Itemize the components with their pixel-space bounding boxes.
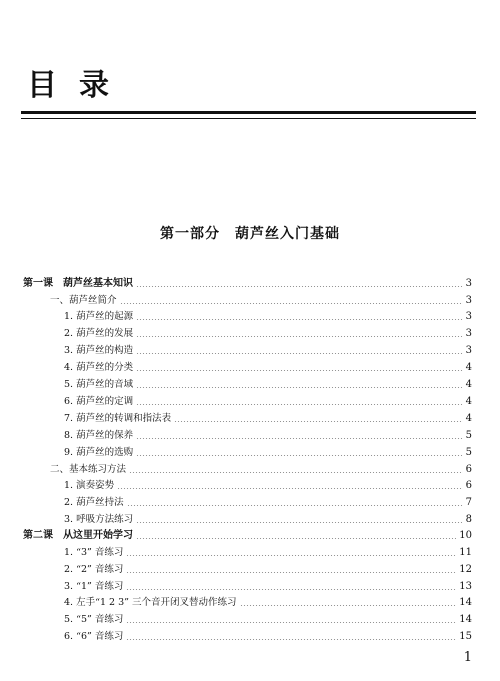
toc-entry-title: 9. 葫芦丝的选购 (64, 447, 134, 458)
toc-entry[interactable] (64, 595, 472, 611)
toc-entry[interactable] (64, 309, 472, 325)
toc-entry-title: 2. “2” 音练习 (64, 564, 124, 575)
toc-entry-title: 4. 葫芦丝的分类 (64, 362, 134, 373)
toc-entry-page: 8 (465, 514, 472, 525)
toc-entry[interactable] (64, 428, 472, 444)
toc-entry-page: 7 (465, 497, 472, 508)
toc-entry-title: 5. “5” 音练习 (64, 614, 124, 625)
toc-entry-page: 4 (465, 396, 472, 407)
toc-entry[interactable] (64, 545, 472, 561)
toc-entry-page: 5 (465, 430, 472, 441)
toc-leader-dots (126, 555, 456, 556)
heading-rule-thick (21, 111, 476, 114)
heading-char-1: 目 (27, 68, 59, 103)
toc-entry-page: 10 (459, 530, 472, 541)
toc-entry-page: 4 (465, 413, 472, 424)
toc-leader-dots (136, 286, 463, 287)
toc-entry[interactable] (23, 528, 472, 544)
toc-leader-dots (136, 336, 463, 337)
toc-entry-title: 第一课 葫芦丝基本知识 (23, 278, 133, 289)
toc-entry-title: 2. 葫芦丝的发展 (64, 328, 134, 339)
toc-entry-title: 1. “3” 音练习 (64, 547, 124, 558)
toc-leader-dots (126, 572, 456, 573)
toc-entry[interactable] (64, 360, 472, 376)
toc-entry-title: 2. 葫芦丝持法 (64, 497, 124, 508)
toc-entry-title: 7. 葫芦丝的转调和指法表 (64, 413, 172, 424)
toc-leader-dots (126, 639, 456, 640)
toc-entry-page: 3 (465, 311, 472, 322)
toc-entry-page: 13 (459, 581, 472, 592)
toc-entry-page: 3 (465, 278, 472, 289)
toc-leader-dots (136, 455, 463, 456)
toc-entry[interactable] (64, 478, 472, 494)
toc-entry-title: 一、葫芦丝简介 (50, 295, 117, 306)
toc-leader-dots (136, 438, 463, 439)
toc-leader-dots (129, 472, 463, 473)
toc-entry[interactable] (64, 326, 472, 342)
toc-leader-dots (126, 589, 456, 590)
toc-entry[interactable] (64, 445, 472, 461)
toc-entry-page: 6 (465, 464, 472, 475)
toc-entry-page: 5 (465, 447, 472, 458)
toc-leader-dots (136, 404, 463, 405)
toc-entry-page: 11 (459, 547, 472, 558)
toc-entry-page: 14 (459, 597, 472, 608)
toc-entry-title: 3. 呼吸方法练习 (64, 514, 134, 525)
toc-entry-page: 3 (465, 345, 472, 356)
toc-leader-dots (136, 387, 463, 388)
toc-entry[interactable] (64, 579, 472, 595)
toc-entry[interactable] (64, 394, 472, 410)
toc-leader-dots (136, 353, 463, 354)
toc-entry-page: 3 (465, 328, 472, 339)
heading-char-2: 录 (79, 68, 111, 103)
toc-entry[interactable] (64, 343, 472, 359)
toc-leader-dots (117, 488, 463, 489)
toc-entry[interactable] (50, 293, 472, 309)
toc-entry-title: 1. 演奏姿势 (64, 480, 115, 491)
page-number: 1 (463, 650, 472, 665)
toc-entry-page: 4 (465, 379, 472, 390)
toc-entry-title: 1. 葫芦丝的起源 (64, 311, 134, 322)
toc-leader-dots (136, 319, 463, 320)
part-title: 第一部分 葫芦丝入门基础 (160, 226, 340, 242)
toc-entry-title: 5. 葫芦丝的音域 (64, 379, 134, 390)
toc-leader-dots (136, 538, 456, 539)
toc-entry-title: 第二课 从这里开始学习 (23, 530, 133, 541)
toc-entry-page: 12 (459, 564, 472, 575)
heading-rule-thin (21, 118, 476, 119)
toc-entry[interactable] (64, 512, 472, 528)
toc-leader-dots (136, 522, 463, 523)
toc-leader-dots (136, 370, 463, 371)
toc-entry[interactable] (50, 462, 472, 478)
toc-entry-page: 14 (459, 614, 472, 625)
toc-entry-title: 6. 葫芦丝的定调 (64, 396, 134, 407)
toc-entry-page: 15 (459, 631, 472, 642)
toc-entry-page: 6 (465, 480, 472, 491)
toc-entry[interactable] (64, 411, 472, 427)
toc-entry[interactable] (64, 562, 472, 578)
toc-entry-title: 6. “6” 音练习 (64, 631, 124, 642)
toc-leader-dots (120, 303, 463, 304)
toc-entry-title: 3. 葫芦丝的构造 (64, 345, 134, 356)
toc-entry-title: 3. “1” 音练习 (64, 581, 124, 592)
toc-entry[interactable] (23, 276, 472, 292)
toc-leader-dots (240, 605, 457, 606)
toc-leader-dots (174, 421, 463, 422)
toc-entry[interactable] (64, 612, 472, 628)
toc-entry-title: 二、基本练习方法 (50, 464, 127, 475)
toc-leader-dots (127, 505, 463, 506)
toc-entry[interactable] (64, 377, 472, 393)
toc-entry-title: 4. 左手“1 2 3” 三个音开闭叉替动作练习 (64, 597, 237, 608)
toc-entry[interactable] (64, 495, 472, 511)
toc-entry-title: 8. 葫芦丝的保养 (64, 430, 134, 441)
toc-leader-dots (126, 622, 456, 623)
toc-entry[interactable] (64, 629, 472, 645)
toc-entry-page: 3 (465, 295, 472, 306)
toc-entry-page: 4 (465, 362, 472, 373)
